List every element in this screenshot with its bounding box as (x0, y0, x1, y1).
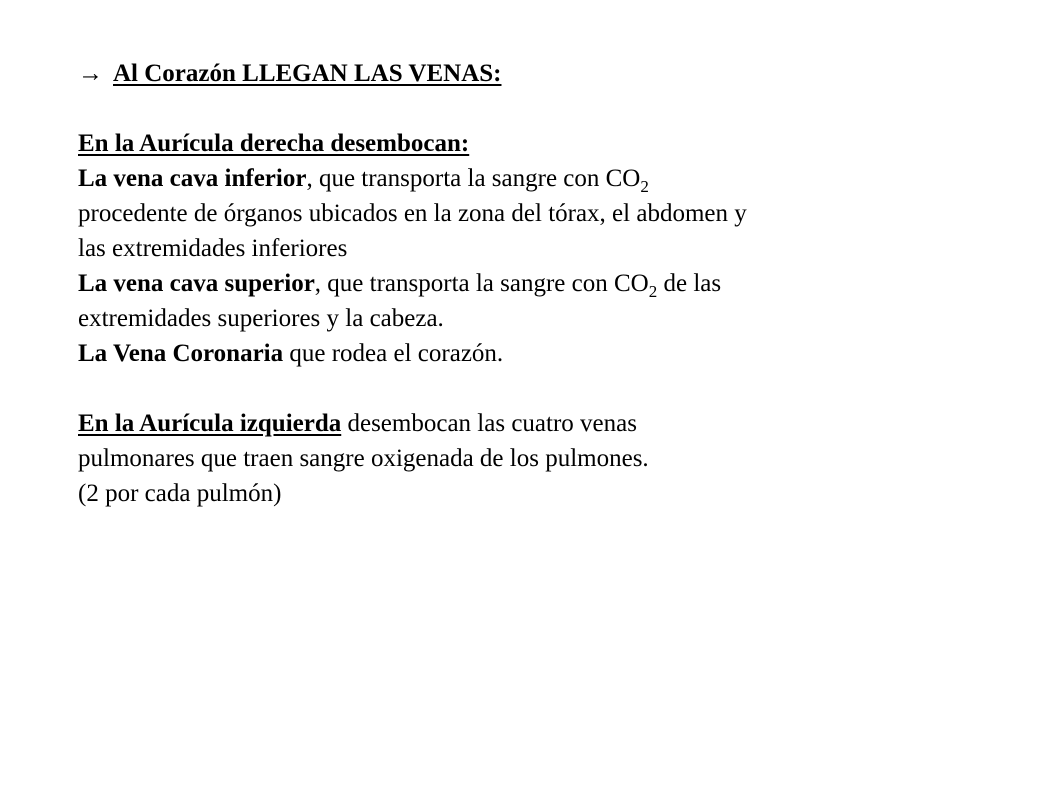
page-title: Al Corazón LLEGAN LAS VENAS: (113, 60, 502, 87)
left-atrium-heading: En la Aurícula izquierda (78, 410, 342, 437)
superior-vena-cava-line-1 (78, 266, 978, 301)
superior-vena-cava-line-2 (78, 301, 978, 336)
superior-vena-cava-name: La vena cava superior (78, 270, 315, 297)
inferior-vena-cava-line-1 (78, 161, 978, 196)
superior-vena-cava-text-b: de las (657, 270, 722, 297)
right-atrium-heading: En la Aurícula derecha desembocan: (78, 130, 470, 157)
coronary-vein-text: que rodea el corazón. (283, 340, 504, 367)
inferior-vena-cava-line-2 (78, 196, 978, 231)
inferior-vena-cava-text-2: procedente de órganos ubicados en la zona del tórax, el abdomen y (78, 200, 747, 227)
title-line (78, 56, 978, 91)
left-atrium-text: desembocan las cuatro venas (341, 410, 637, 437)
co2-subscript: 2 (648, 282, 658, 301)
coronary-vein-name: La Vena Coronaria (78, 340, 284, 367)
co2-subscript: 2 (640, 177, 649, 196)
inferior-vena-cava-text-3: las extremidades inferiores (78, 235, 348, 262)
spacer (78, 371, 978, 406)
left-atrium-line-1 (78, 406, 978, 441)
left-atrium-line-2 (78, 441, 978, 476)
superior-vena-cava-text-2: extremidades superiores y la cabeza. (78, 305, 444, 332)
left-atrium-line-3 (78, 476, 978, 511)
spacer (78, 91, 978, 126)
inferior-vena-cava-name: La vena cava inferior (78, 165, 307, 192)
slide-content (78, 56, 978, 511)
arrow-right-icon: → (78, 60, 103, 87)
inferior-vena-cava-text: , que transporta la sangre con CO (306, 165, 641, 192)
inferior-vena-cava-line-3 (78, 231, 978, 266)
left-atrium-text-2: pulmonares que traen sangre oxigenada de los pulmones. (78, 445, 649, 472)
superior-vena-cava-text: , que transporta la sangre con CO (314, 270, 649, 297)
right-atrium-heading-line (78, 126, 978, 161)
left-atrium-text-3: (2 por cada pulmón) (78, 480, 282, 507)
coronary-vein-line (78, 336, 978, 371)
